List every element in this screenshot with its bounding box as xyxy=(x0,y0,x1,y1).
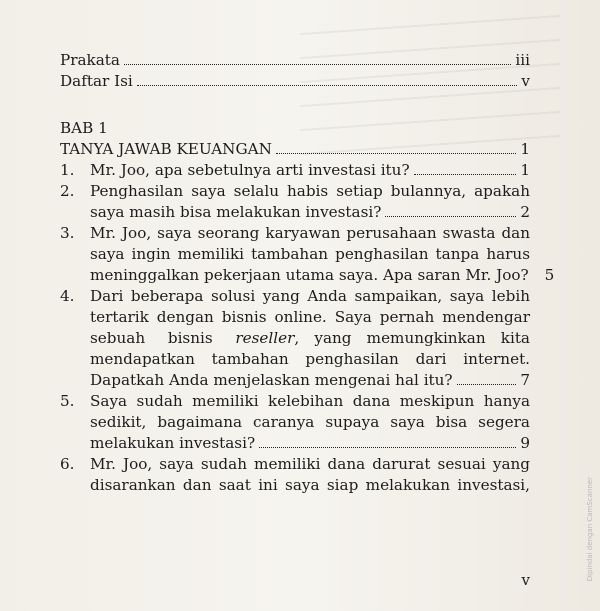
toc-entry-prakata xyxy=(60,50,530,71)
toc-page: 1 xyxy=(520,161,530,179)
table-of-contents xyxy=(60,50,555,496)
dot-leader xyxy=(385,216,516,217)
question-number: 1. xyxy=(60,161,75,179)
toc-page: 2 xyxy=(520,203,530,221)
question-text: Saya sudah memiliki kelebihan dana meskipun hanya xyxy=(90,392,530,410)
toc-page: 1 xyxy=(520,140,530,158)
question-text: Penghasilan saya selalu habis setiap bulannya, apakah xyxy=(90,182,530,200)
question-text: saya masih bisa melakukan investasi? xyxy=(90,203,382,221)
toc-page: 5 xyxy=(544,266,555,284)
toc-label: Daftar Isi xyxy=(60,72,133,90)
toc-question-2 xyxy=(60,181,530,223)
toc-entry-chapter-title xyxy=(60,139,530,160)
question-number: 5. xyxy=(60,392,75,410)
question-number: 3. xyxy=(60,224,75,242)
question-text: Dapatkah Anda menjelaskan mengenai hal itu? xyxy=(90,371,453,389)
toc-page: 9 xyxy=(520,434,530,452)
question-number: 6. xyxy=(60,455,75,473)
toc-question-6 xyxy=(60,454,530,496)
question-text: meninggalkan pekerjaan utama saya. Apa saran Mr. Joo? xyxy=(90,266,529,284)
question-number: 2. xyxy=(60,182,75,200)
question-text: Mr. Joo, saya sudah memiliki dana darurat sesuai yang xyxy=(90,455,530,473)
question-text: melakukan investasi? xyxy=(90,434,256,452)
italic-term: reseller xyxy=(235,329,295,347)
dot-leader xyxy=(259,447,516,448)
dot-leader xyxy=(276,153,516,154)
dot-leader xyxy=(457,384,517,385)
question-text: mendapatkan tambahan penghasilan dari internet. xyxy=(90,350,530,368)
dot-leader xyxy=(137,85,518,86)
toc-page: 7 xyxy=(520,371,530,389)
question-text: Mr. Joo, apa sebetulnya arti investasi itu? xyxy=(90,161,410,179)
question-text: tertarik dengan bisnis online. Saya pernah mendengar xyxy=(90,308,530,326)
question-text: sebuah bisnis reseller, yang memungkinkan kita xyxy=(90,329,530,347)
question-text: saya ingin memiliki tambahan penghasilan tanpa harus xyxy=(90,245,530,263)
toc-question-4 xyxy=(60,286,530,391)
toc-page: iii xyxy=(515,51,530,69)
chapter-title: TANYA JAWAB KEUANGAN xyxy=(60,140,272,158)
toc-entry-daftar-isi xyxy=(60,71,530,92)
toc-question-1 xyxy=(60,160,530,181)
page-number: v xyxy=(521,571,530,589)
scanner-watermark: Dipindai dengan CamScanner xyxy=(586,476,594,581)
toc-label: Prakata xyxy=(60,51,120,69)
toc-question-3 xyxy=(60,223,555,286)
question-number: 4. xyxy=(60,287,75,305)
question-text: Mr. Joo, saya seorang karyawan perusahaan swasta dan xyxy=(90,224,530,242)
dot-leader xyxy=(414,174,517,175)
chapter-label: BAB 1 xyxy=(60,119,108,137)
dot-leader xyxy=(124,64,511,65)
question-text: disarankan dan saat ini saya siap melakukan investasi, xyxy=(90,476,530,494)
question-text: sedikit, bagaimana caranya supaya saya bisa segera xyxy=(90,413,530,431)
toc-question-5 xyxy=(60,391,530,454)
question-text: Dari beberapa solusi yang Anda sampaikan, saya lebih xyxy=(90,287,530,305)
toc-page: v xyxy=(521,72,530,90)
